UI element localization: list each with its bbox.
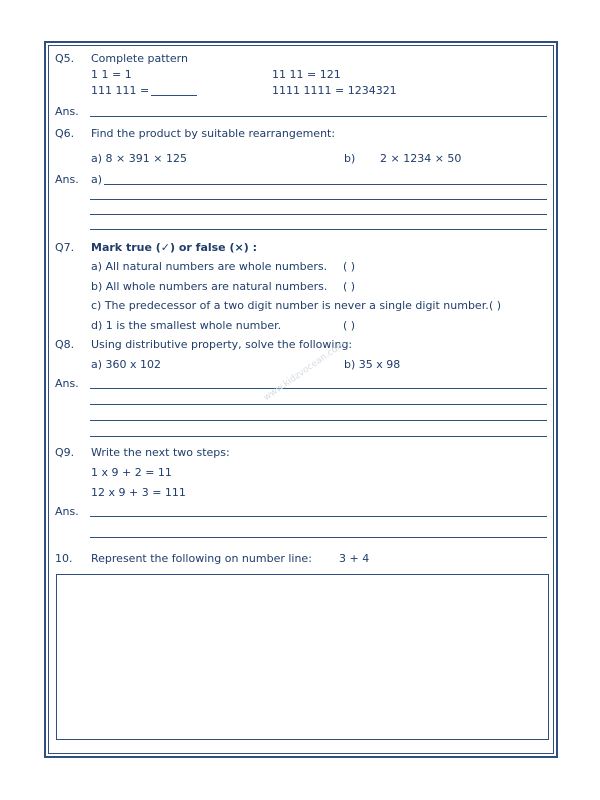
q6-part-b: 2 × 1234 × 50: [380, 152, 462, 165]
number-line-answer-box[interactable]: [56, 574, 549, 740]
q10-title: Represent the following on number line:: [91, 552, 312, 565]
q6-answer-line-4[interactable]: [90, 229, 547, 230]
q6-answer-line-1[interactable]: [104, 184, 547, 185]
q6-ans-label: Ans.: [55, 173, 79, 186]
q7-item-d-bracket[interactable]: ( ): [343, 319, 356, 332]
q9-number: Q9.: [55, 446, 75, 459]
q7-item-a: a) All natural numbers are whole numbers.: [91, 260, 328, 273]
watermark: www.kidzvocean.com: [262, 339, 348, 404]
q7-item-c-bracket[interactable]: ( ): [489, 299, 502, 312]
q9-answer-line-2[interactable]: [90, 537, 547, 538]
q9-line-1: 1 x 9 + 2 = 11: [91, 466, 172, 479]
q7-item-b-bracket[interactable]: ( ): [343, 280, 356, 293]
q5-row2-right: 1111 1111 = 1234321: [272, 84, 397, 97]
q5-row1-right: 11 11 = 121: [272, 68, 341, 81]
q8-number: Q8.: [55, 338, 75, 351]
q7-title: Mark true (✓) or false (×) :: [91, 241, 257, 254]
q8-answer-line-4[interactable]: [90, 436, 547, 437]
q10-expression: 3 + 4: [339, 552, 370, 565]
q8-part-a: a) 360 x 102: [91, 358, 162, 371]
q8-answer-line-3[interactable]: [90, 420, 547, 421]
q5-answer-line[interactable]: [90, 116, 547, 117]
q7-item-d: d) 1 is the smallest whole number.: [91, 319, 282, 332]
q5-row2-left: 111 111 =: [91, 84, 150, 97]
q6-answer-line-2[interactable]: [90, 199, 547, 200]
q7-item-a-bracket[interactable]: ( ): [343, 260, 356, 273]
q7-item-b: b) All whole numbers are natural numbers.: [91, 280, 328, 293]
q7-item-c: c) The predecessor of a two digit number is never a single digit number.: [91, 299, 489, 312]
q9-answer-line-1[interactable]: [90, 516, 547, 517]
q6-number: Q6.: [55, 127, 75, 140]
q7-number: Q7.: [55, 241, 75, 254]
q6-part-a: a) 8 × 391 × 125: [91, 152, 187, 165]
q5-row1-left: 1 1 = 1: [91, 68, 132, 81]
q6-answer-line-3[interactable]: [90, 214, 547, 215]
q8-ans-label: Ans.: [55, 377, 79, 390]
q5-ans-label: Ans.: [55, 105, 79, 118]
q8-part-b: b) 35 x 98: [344, 358, 401, 371]
q6-title: Find the product by suitable rearrangement:: [91, 127, 336, 140]
q6-part-b-label: b): [344, 152, 356, 165]
q8-answer-line-2[interactable]: [90, 404, 547, 405]
q8-title: Using distributive property, solve the following:: [91, 338, 353, 351]
q9-title: Write the next two steps:: [91, 446, 230, 459]
q8-answer-line-1[interactable]: [90, 388, 547, 389]
q9-ans-label: Ans.: [55, 505, 79, 518]
q6-ans-prefix: a): [91, 173, 103, 186]
q5-number: Q5.: [55, 52, 75, 65]
q5-answer-blank[interactable]: [151, 84, 197, 96]
q5-title: Complete pattern: [91, 52, 188, 65]
q9-line-2: 12 x 9 + 3 = 111: [91, 486, 186, 499]
q10-number: 10.: [55, 552, 73, 565]
